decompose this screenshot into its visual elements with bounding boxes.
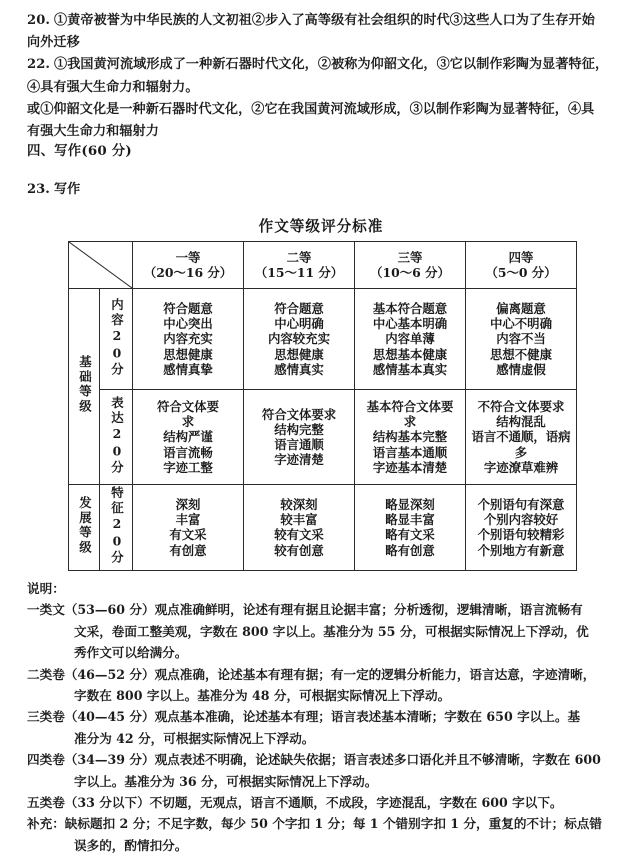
criteria-cell [466, 485, 577, 571]
explanation-item [27, 664, 627, 707]
question-number: 22. [27, 57, 51, 73]
criteria-line: 较深刻 [280, 497, 318, 513]
grading-criteria-table [68, 241, 577, 571]
explanation-line: 准分为 42 分，可根据实际情况上下浮动。 [74, 730, 315, 746]
subcategory-cell-expression [100, 390, 133, 485]
question-text: 或①仰韶文化是一种新石器时代文化，②它在我国黄河流域形成，③以制作彩陶为显著特征，④具 [27, 101, 595, 117]
criteria-line: 个别地方有新意 [477, 542, 565, 558]
corner-diagonal-cell [69, 242, 133, 289]
criteria-line: 符合题意 [163, 300, 213, 316]
criteria-line: 个别语句有深意 [477, 497, 565, 513]
criteria-line: 结构完整 [274, 421, 324, 437]
explanation-line: 补充：缺标题扣 2 分；不足字数，每少 50 个字扣 1 分；每 1 个错别字扣 1 分，重复的不计；标点错 [27, 816, 602, 832]
subcategory-label: 内容20分 [109, 297, 125, 378]
criteria-cell [133, 485, 244, 571]
subcategory-cell-feature [100, 485, 133, 571]
criteria-line: 语言通顺 [274, 437, 324, 452]
criteria-line: 符合文体要 [157, 398, 219, 414]
criteria-line: 内容充实 [163, 331, 213, 347]
criteria-cell [355, 390, 466, 485]
criteria-line: 基本符合题意 [372, 300, 448, 316]
question-text: 有强大生命力和辐射力 [27, 124, 159, 140]
explanation-line: 误多的，酌情扣分。 [74, 837, 188, 853]
question-line [27, 99, 623, 121]
grade-name: 三等 [397, 249, 423, 265]
question-text: ①黄帝被誉为中华民族的人文初祖②步入了高等级有社会组织的时代③这些人口为了生存开始 [54, 13, 595, 28]
criteria-cell [466, 390, 577, 485]
question-block [27, 10, 623, 143]
criteria-cell [466, 289, 577, 390]
explanation-line: 二类卷（46—52 分）观点准确，论述基本有理有据；有一定的逻辑分析能力，语言达意，字迹清晰， [27, 666, 596, 682]
question-text: ④具有强大生命力和辐射力。 [27, 79, 199, 95]
criteria-line: 内容较充实 [268, 331, 330, 347]
criteria-line: 思想健康 [163, 346, 213, 362]
criteria-line: 有创意 [169, 542, 207, 558]
criteria-line: 略有文采 [385, 527, 435, 543]
explanation-item [27, 813, 627, 856]
criteria-line: 感情真实 [274, 361, 324, 377]
grade-range: （10～6 分） [370, 265, 450, 280]
explanation-item [27, 706, 627, 749]
subcategory-label: 特征20分 [109, 486, 125, 566]
section-heading: 四、写作(60 分) [27, 143, 132, 159]
grade-range: （5～0 分） [485, 265, 557, 280]
grade-header-1 [133, 242, 244, 289]
question-number: 23. [27, 182, 50, 197]
criteria-line: 较有创意 [274, 542, 324, 558]
criteria-line: 内容单薄 [385, 331, 435, 347]
question-line [27, 77, 623, 99]
table-row [69, 289, 577, 390]
criteria-line: 略显丰富 [385, 512, 435, 528]
question-text: ①我国黄河流域形成了一种新石器时代文化，②被称为仰韶文化，③它以制作彩陶为显著特征， [54, 57, 609, 73]
category-label: 基础等级 [77, 355, 93, 415]
criteria-line: 多 [514, 444, 528, 460]
explanation-line: 秀作文可以给满分。 [74, 645, 188, 661]
table-row [69, 485, 577, 571]
explanation-label: 说明： [27, 581, 65, 596]
grade-header-3 [355, 242, 466, 289]
criteria-line: 字迹工整 [163, 459, 213, 475]
criteria-line: 中心基本明确 [372, 316, 448, 332]
criteria-line: 感情虚假 [496, 361, 546, 377]
question-line [27, 10, 623, 32]
criteria-line: 思想健康 [274, 346, 324, 362]
criteria-line: 个别内容较好 [483, 512, 559, 528]
explanation-line: 四类卷（34—39 分）观点表述不明确，论述缺失依据；语言表述多口语化并且不够清晰，字数在 600 [27, 752, 601, 768]
category-cell-basic [69, 289, 100, 485]
table-row [69, 390, 577, 485]
explanation-block [27, 578, 627, 856]
criteria-cell [355, 289, 466, 390]
grade-name: 二等 [286, 249, 312, 265]
explanation-line: 字以上。基准分为 36 分，可根据实际情况上下浮动。 [74, 773, 378, 789]
question-line [27, 54, 623, 76]
criteria-line: 求 [181, 414, 195, 430]
grade-range: （20～16 分） [143, 265, 233, 280]
criteria-line: 感情真挚 [163, 361, 213, 377]
criteria-cell [244, 390, 355, 485]
criteria-cell [355, 485, 466, 571]
criteria-line: 不符合文体要求 [477, 398, 565, 414]
criteria-line: 思想基本健康 [372, 346, 448, 362]
criteria-line: 结构混乱 [496, 414, 546, 430]
criteria-line: 字迹潦草难辨 [483, 459, 559, 475]
criteria-line: 思想不健康 [490, 346, 552, 362]
criteria-line: 丰富 [175, 512, 201, 528]
criteria-line: 较有文采 [274, 527, 324, 543]
criteria-line: 求 [403, 414, 417, 430]
question-23 [27, 178, 80, 197]
grade-range: （15～11 分） [254, 265, 344, 280]
criteria-line: 基本符合文体要 [366, 398, 454, 414]
criteria-line: 略显深刻 [385, 497, 435, 513]
explanation-item [27, 749, 627, 792]
criteria-line: 中心明确 [274, 316, 324, 332]
criteria-cell [133, 390, 244, 485]
question-number: 20. [27, 13, 51, 28]
explanation-line: 五类卷（33 分以下）不切题，无观点，语言不通顺，不成段，字迹混乱，字数在 600 字以下。 [27, 795, 563, 811]
grade-header-4 [466, 242, 577, 289]
criteria-line: 符合题意 [274, 300, 324, 316]
grade-header-2 [244, 242, 355, 289]
subcategory-cell-content [100, 289, 133, 390]
subcategory-label: 表达20分 [109, 395, 125, 476]
criteria-line: 中心突出 [163, 316, 213, 332]
criteria-line: 个别语句较精彩 [477, 527, 565, 543]
table-header-row [69, 242, 577, 289]
criteria-line: 内容不当 [496, 331, 546, 347]
criteria-cell [133, 289, 244, 390]
explanation-line: 三类卷（40—45 分）观点基本准确，论述基本有理；语言表述基本清晰；字数在 650 字以上。基 [27, 709, 581, 725]
question-line [27, 32, 623, 54]
explanation-line: 一类文（53—60 分）观点准确鲜明，论述有理有据且论据丰富；分析透彻，逻辑清晰，语言流畅有 [27, 602, 583, 618]
question-text: 写作 [54, 182, 81, 197]
criteria-line: 结构基本完整 [372, 429, 448, 445]
criteria-line: 深刻 [175, 497, 201, 513]
question-text: 向外迁移 [27, 35, 80, 51]
criteria-line: 符合文体要求 [261, 406, 337, 422]
criteria-line: 语言基本通顺 [372, 444, 448, 460]
category-cell-development [69, 485, 100, 571]
criteria-line: 结构严谨 [163, 429, 213, 445]
explanation-line: 文采，卷面工整美观，字数在 800 字以上。基准分为 55 分，可根据实际情况上下浮动，优 [74, 623, 589, 639]
explanation-item [27, 599, 627, 663]
grade-name: 四等 [508, 249, 534, 265]
criteria-line: 略有创意 [385, 542, 435, 558]
criteria-line: 偏离题意 [496, 300, 546, 316]
criteria-line: 语言不通顺，语病 [471, 429, 571, 445]
criteria-line: 有文采 [169, 527, 207, 543]
criteria-cell [244, 485, 355, 571]
criteria-line: 字迹清楚 [274, 452, 324, 468]
table-title: 作文等级评分标准 [258, 218, 384, 235]
explanation-line: 字数在 800 字以上。基准分为 48 分，可根据实际情况上下浮动。 [74, 688, 451, 704]
explanation-item [27, 792, 627, 813]
criteria-cell [244, 289, 355, 390]
criteria-line: 感情基本真实 [372, 361, 448, 377]
criteria-line: 语言流畅 [163, 444, 213, 460]
criteria-line: 较丰富 [280, 512, 318, 528]
grade-name: 一等 [175, 249, 201, 265]
criteria-line: 中心不明确 [490, 316, 552, 332]
diagonal-line-icon [69, 242, 132, 288]
category-label: 发展等级 [77, 496, 93, 556]
criteria-line: 字迹基本清楚 [372, 459, 448, 475]
